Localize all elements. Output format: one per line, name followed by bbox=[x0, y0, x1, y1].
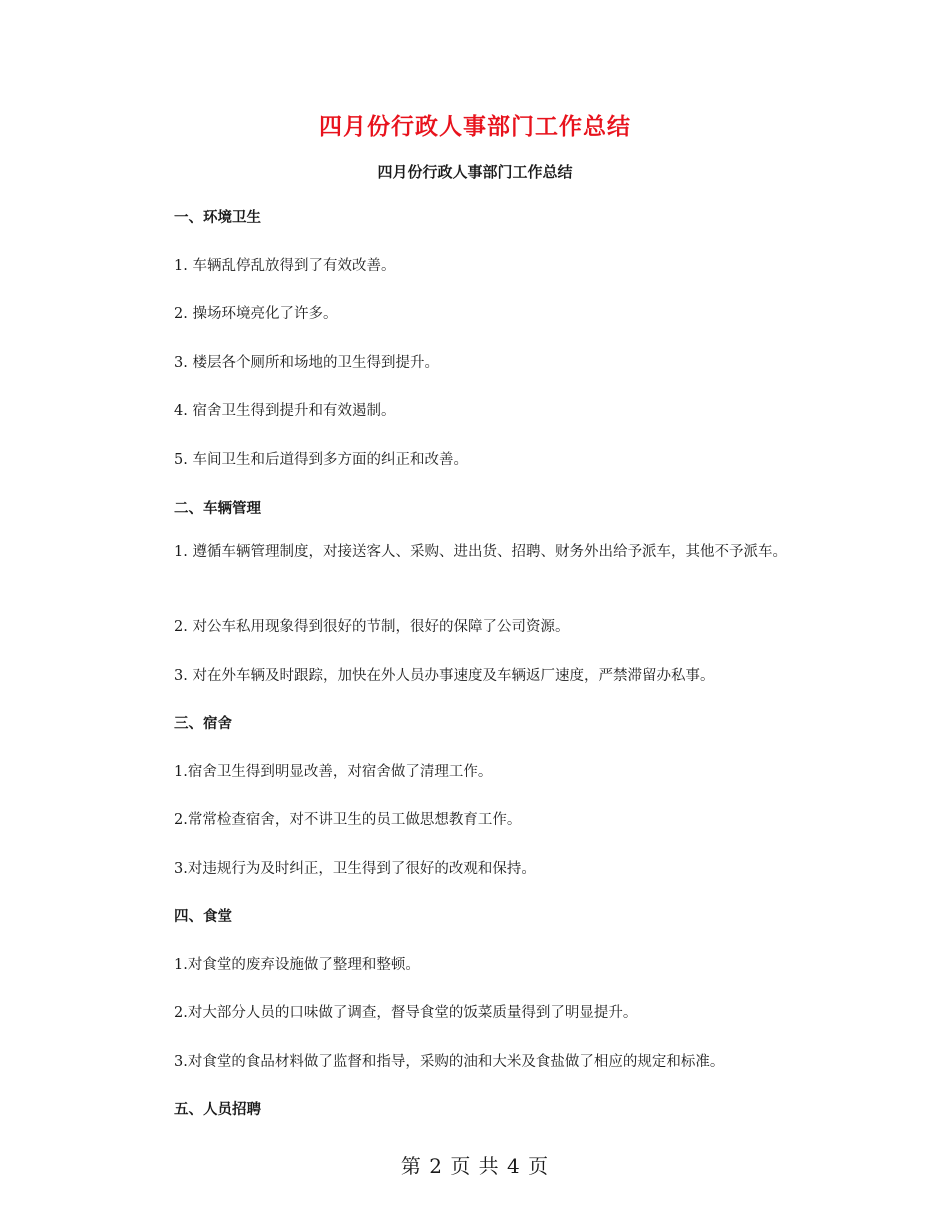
section-item: 2. 对公车私用现象得到很好的节制，很好的保障了公司资源。 bbox=[174, 619, 570, 635]
section-heading-vehicles: 二、车辆管理 bbox=[174, 501, 261, 517]
section-heading-recruitment: 五、人员招聘 bbox=[174, 1102, 261, 1118]
section-item: 5. 车间卫生和后道得到多方面的纠正和改善。 bbox=[174, 452, 468, 468]
document-title: 四月份行政人事部门工作总结 bbox=[319, 114, 631, 140]
section-heading-canteen: 四、食堂 bbox=[174, 909, 232, 925]
section-item: 2. 操场环境亮化了许多。 bbox=[174, 306, 338, 322]
section-item: 3. 楼层各个厕所和场地的卫生得到提升。 bbox=[174, 355, 439, 371]
section-item: 1. 遵循车辆管理制度，对接送客人、采购、进出货、招聘、财务外出给予派车，其他不予派车。 bbox=[174, 544, 787, 560]
section-item: 3.对食堂的食品材料做了监督和指导，采购的油和大米及食盐做了相应的规定和标准。 bbox=[174, 1054, 725, 1070]
section-heading-dormitory: 三、宿舍 bbox=[174, 716, 232, 732]
section-item: 1.对食堂的废弃设施做了整理和整顿。 bbox=[174, 957, 420, 973]
document-subtitle: 四月份行政人事部门工作总结 bbox=[377, 163, 573, 181]
section-heading-environment: 一、环境卫生 bbox=[174, 210, 261, 226]
section-item: 3. 对在外车辆及时跟踪，加快在外人员办事速度及车辆返厂速度，严禁滞留办私事。 bbox=[174, 668, 715, 684]
section-item: 2.对大部分人员的口味做了调查，督导食堂的饭菜质量得到了明显提升。 bbox=[174, 1005, 638, 1021]
section-item: 1.宿舍卫生得到明显改善，对宿舍做了清理工作。 bbox=[174, 764, 493, 780]
section-item: 1. 车辆乱停乱放得到了有效改善。 bbox=[174, 258, 396, 274]
section-item: 3.对违规行为及时纠正，卫生得到了很好的改观和保持。 bbox=[174, 861, 536, 877]
section-item: 2.常常检查宿舍，对不讲卫生的员工做思想教育工作。 bbox=[174, 812, 522, 828]
page-number-footer: 第 2 页 共 4 页 bbox=[400, 1154, 550, 1178]
section-item: 4. 宿舍卫生得到提升和有效遏制。 bbox=[174, 403, 396, 419]
